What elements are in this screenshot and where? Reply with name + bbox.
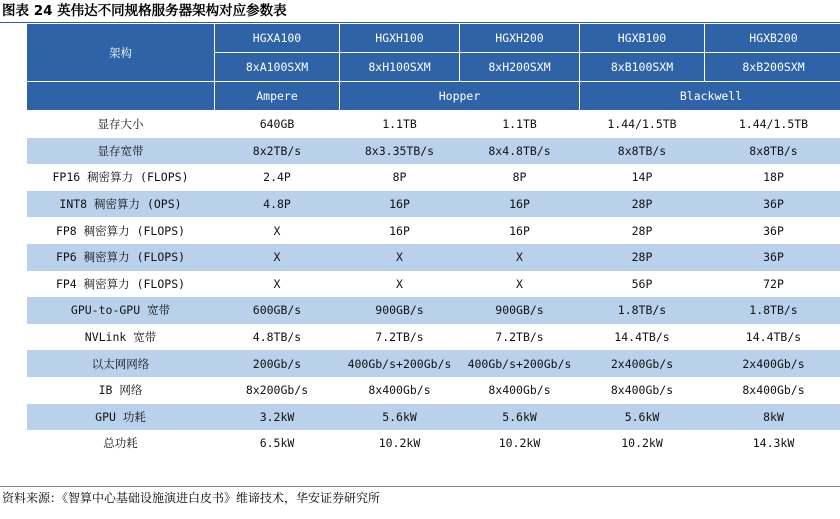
config-cell: 8xB100SXM [580,53,705,82]
table-cell: 1.1TB [382,117,417,132]
table-row [27,404,840,431]
row-label: FP8 稠密算力 (FLOPS) [55,223,186,238]
table-cell: 16P [389,223,410,238]
table-cell: 8x400Gb/s [368,383,431,398]
table-cell: 8P [392,170,407,185]
model-cell: HGXA100 [215,24,340,53]
table-cell: 36P [705,191,840,218]
arch-cell-ampere: Ampere [215,82,340,111]
table-cell: 8x400Gb/s [610,383,674,398]
table-cell: 8x200Gb/s [245,383,309,398]
table-header [27,24,840,111]
table-cell: 8P [512,170,527,185]
table-cell: 1.1TB [502,117,537,132]
table-cell: 3.2kW [215,404,340,431]
model-cell: HGXH200 [460,24,580,53]
row-label: FP4 稠密算力 (FLOPS) [55,276,186,291]
table-row [27,297,840,324]
table-row [27,111,840,138]
table-body [27,111,840,457]
table-cell: 8kW [705,404,840,431]
table-row [27,350,840,377]
table-cell: 28P [631,223,653,238]
table-cell: 18P [763,170,784,185]
config-cell: 8xH200SXM [460,53,580,82]
table-cell: 7.2TB/s [375,330,424,345]
source-note: 资料来源：《智算中心基础设施演进白皮书》维谛技术，华安证券研究所 [2,491,381,505]
row-label: GPU 功耗 [27,404,215,431]
table-cell: 200Gb/s [215,350,340,377]
model-cell: HGXH100 [340,24,460,53]
table-cell: 7.2TB/s [495,330,544,345]
table-row [27,191,840,218]
table-cell: 5.6kW [460,404,580,431]
table-cell: 4.8TB/s [252,330,302,345]
table-cell: X [215,244,340,271]
table-cell: 1.44/1.5TB [738,117,809,132]
table-cell: 10.2kW [498,436,541,451]
row-label: IB 网络 [98,383,143,398]
row-label: INT8 稠密算力 (OPS) [27,191,215,218]
arch-cell-blackwell: Blackwell [580,82,840,111]
table-cell: 14.4TB/s [614,330,670,345]
row-label: 以太网网络 [27,350,215,377]
table-row [27,324,840,351]
arch-cell-hopper: Hopper [340,82,580,111]
table-row [27,244,840,271]
table-cell: 1.44/1.5TB [607,117,677,132]
table-cell: 400Gb/s+200Gb/s [340,350,460,377]
table-cell: 8x8TB/s [580,138,705,165]
row-label: GPU-to-GPU 宽带 [27,297,215,324]
table-cell: 5.6kW [580,404,705,431]
table-cell: 8x400Gb/s [488,383,551,398]
table-cell: 36P [705,244,840,271]
table-cell: X [273,223,281,238]
table-cell: 56P [631,276,653,291]
header-row-label: 架构 [27,24,215,82]
table-cell: 14.4TB/s [745,330,802,345]
table-cell: 2.4P [263,170,291,185]
table-cell: 8x2TB/s [215,138,340,165]
table-row [27,164,840,191]
table-cell: 16P [460,191,580,218]
table-row [27,217,840,244]
table-row [27,377,840,404]
table-cell: X [340,244,460,271]
config-cell: 8xB200SXM [705,53,840,82]
table-cell: 16P [509,223,530,238]
table-cell: 400Gb/s+200Gb/s [460,350,580,377]
row-label: NVLink 宽带 [84,330,157,345]
table-cell: 8x4.8TB/s [460,138,580,165]
spec-table [26,23,840,457]
table-cell: 10.2kW [621,436,663,451]
table-cell: 10.2kW [378,436,421,451]
table-cell: 28P [580,191,705,218]
table-cell: 900GB/s [340,297,460,324]
table-cell: 640GB [259,117,295,132]
table-cell: 4.8P [215,191,340,218]
table-cell: 600GB/s [215,297,340,324]
row-label: 显存宽带 [27,138,215,165]
table-cell: 28P [580,244,705,271]
table-cell: 6.5kW [259,436,295,451]
table-cell: 14.3kW [752,436,795,451]
table-cell: 2x400Gb/s [580,350,705,377]
config-cell: 8xH100SXM [340,53,460,82]
table-cell: 1.8TB/s [705,297,840,324]
table-cell: X [516,276,523,291]
table-cell: 8x8TB/s [705,138,840,165]
model-cell: HGXB200 [705,24,840,53]
table-cell: 16P [340,191,460,218]
table-cell: 36P [763,223,784,238]
row-label: 显存大小 [97,117,144,132]
arch-row-spacer [27,82,215,111]
table-row [27,138,840,165]
table-cell: X [460,244,580,271]
table-cell: 8x3.35TB/s [340,138,460,165]
table-cell: 900GB/s [460,297,580,324]
table-cell: 2x400Gb/s [705,350,840,377]
table-cell: X [273,276,281,291]
row-label: FP16 稠密算力 (FLOPS) [52,170,189,185]
table-cell: 5.6kW [340,404,460,431]
config-cell: 8xA100SXM [215,53,340,82]
row-label: FP6 稠密算力 (FLOPS) [27,244,215,271]
row-label: 总功耗 [103,436,138,451]
table-row [27,430,840,457]
table-cell: X [396,276,403,291]
table-cell: 14P [631,170,653,185]
table-cell: 8x400Gb/s [742,383,805,398]
model-cell: HGXB100 [580,24,705,53]
table-cell: 72P [763,276,784,291]
table-row [27,271,840,298]
figure-title: 图表 24 英伟达不同规格服务器架构对应参数表 [2,3,287,19]
table-cell: 1.8TB/s [580,297,705,324]
footer-divider [0,486,840,487]
